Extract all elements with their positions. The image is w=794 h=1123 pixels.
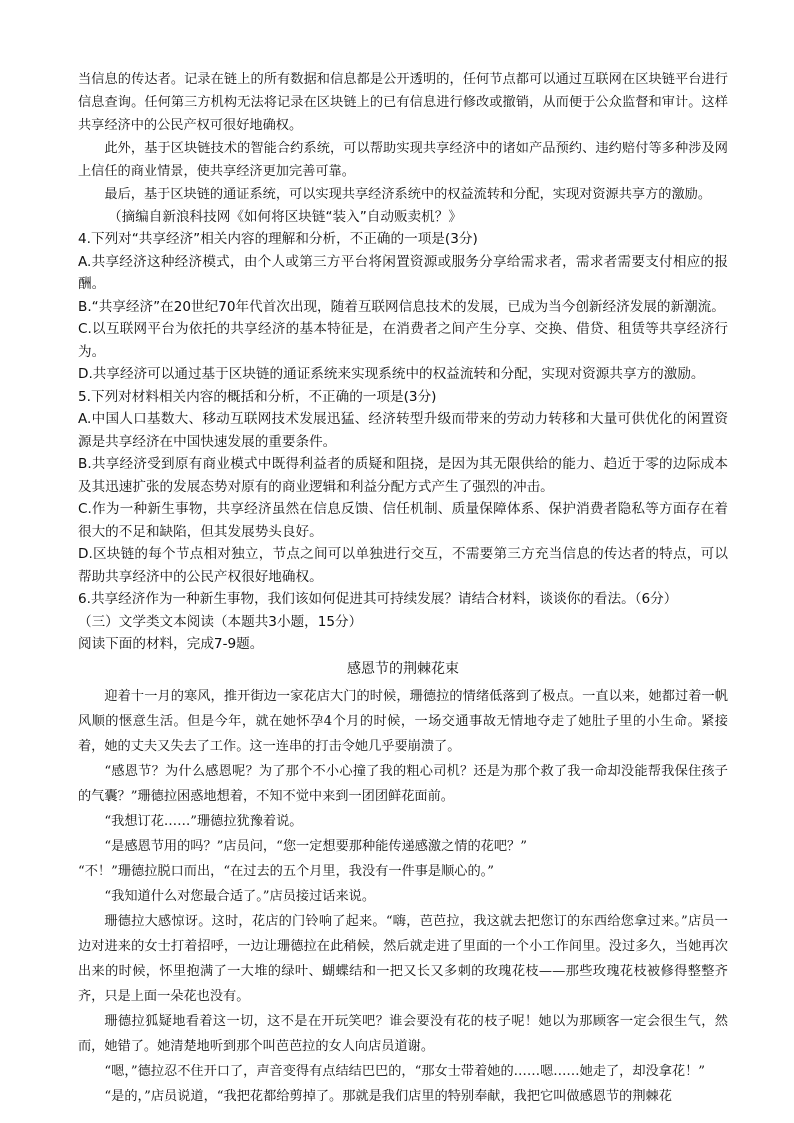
question-6-stem: 6.共享经济作为一种新生事物，我们该如何促进其可持续发展？请结合材料，谈谈你的看法。（6分） (78, 591, 678, 607)
question-5-option-b: B.共享经济受到原有商业模式中既得利益者的质疑和阻挠，是因为其无限供给的能力、趋近于零的边际成本及其迅速扩张的发展态势对原有的商业逻辑和利益分配方式产生了强烈的冲击。 (78, 456, 728, 495)
story-paragraph: “感恩节？为什么感恩呢？为了那个不小心撞了我的粗心司机？还是为那个救了我一命却没能帮我保住孩子的气囊？”珊德拉困惑地想着，不知不觉中来到一团团鲜花面前。 (78, 763, 728, 804)
story-paragraph: “我想订花……”珊德拉犹豫着说。 (104, 813, 303, 829)
question-5-stem: 5.下列对材料相关内容的概括和分析，不正确的一项是(3分) (78, 388, 437, 405)
section-heading: （三）文学类文本阅读（本题共3小题，15分） (78, 613, 363, 630)
question-5-option-c: C.作为一种新生事物，共享经济虽然在信息反馈、信任机制、质量保障体系、保护消费者隐私等方面存在着很大的不足和缺陷，但其发展势头良好。 (78, 501, 728, 540)
question-5-option-d: D.区块链的每个节点相对独立，节点之间可以单独进行交互，不需要第三方充当信息的传达者的特点，可以帮助共享经济中的公民产权很好地确权。 (78, 546, 728, 585)
passage-paragraph: 最后，基于区块链的通证系统，可以实现共享经济系统中的权益流转和分配，实现对资源共享方的激励。 (104, 187, 712, 202)
question-4-option-a: A.共享经济这种经济模式，由个人或第三方平台将闲置资源或服务分享给需求者，需求者需要支付相应的报酬。 (78, 253, 728, 292)
question-4-option-c: C.以互联网平台为依托的共享经济的基本特征是，在消费者之间产生分享、交换、借贷、租赁等共享经济行为。 (78, 321, 728, 360)
story-paragraph: “嗯，”德拉忍不住开口了，声音变得有点结结巴巴的，“那女士带着她的……嗯……她走了，却没拿花！” (104, 1063, 706, 1079)
story-paragraph: 迎着十一月的寒风，推开街边一家花店大门的时候，珊德拉的情绪低落到了极点。一直以来，她都过着一帆风顺的惬意生活。但是今年，就在她怀孕4个月的时候，一场交通事故无情地夺走了她肚子里的小生命。紧接着，她的丈夫又失去了工作。这一连串的打击令她几乎要崩溃了。 (78, 688, 728, 754)
section-instruction: 阅读下面的材料，完成7-9题。 (78, 636, 264, 652)
story-paragraph: “不！”珊德拉脱口而出，“在过去的五个月里，我没有一件事是顺心的。” (78, 863, 494, 879)
question-4-option-d: D.共享经济可以通过基于区块链的通证系统来实现系统中的权益流转和分配，实现对资源共享方的激励。 (78, 366, 705, 382)
story-paragraph: “是的，”店员说道，“我把花都给剪掉了。那就是我们店里的特别奉献，我把它叫做感恩节的荆棘花 (104, 1088, 672, 1104)
document-page (78, 68, 728, 1109)
story-title: 感恩节的荆棘花束 (347, 660, 459, 677)
passage-paragraph: 此外，基于区块链技术的智能合约系统，可以帮助实现共享经济中的诸如产品预约、违约赔付等多种涉及网上信任的商业情景，使共享经济更加完善可靠。 (78, 141, 728, 179)
question-5-option-a: A.中国人口基数大、移动互联网技术发展迅猛、经济转型升级而带来的劳动力转移和大量可供优化的闲置资源是共享经济在中国快速发展的重要条件。 (78, 411, 728, 450)
question-4-stem: 4.下列对“共享经济”相关内容的理解和分析，不正确的一项是(3分) (78, 231, 478, 247)
question-4-option-b: B.“共享经济”在20世纪70年代首次出现，随着互联网信息技术的发展，已成为当今创新经济发展的新潮流。 (78, 298, 725, 315)
story-paragraph: 珊德拉大感惊讶。这时，花店的门铃响了起来。“嗨，芭芭拉，我这就去把您订的东西给您拿过来。”店员一边对进来的女士打着招呼，一边让珊德拉在此稍候，然后就走进了里面的一个小工作间里。没过多久，当她再次出来的时候，怀里抱满了一大堆的绿叶、蝴蝶结和一把又长又多刺的玫瑰花枝——那些玫瑰花枝被修得整整齐齐，只是上面一朵花也没有。 (78, 913, 728, 1004)
passage-source: （摘编自新浪科技网《如何将区块链“装入”自动贩卖机？》 (108, 209, 462, 225)
story-paragraph: “是感恩节用的吗？”店员问，“您一定想要那种能传递感激之情的花吧？” (104, 838, 527, 854)
story-paragraph: 珊德拉狐疑地看着这一切，这不是在开玩笑吧？谁会要没有花的枝子呢！她以为那顾客一定会很生气，然而，她错了。她清楚地听到那个叫芭芭拉的女人向店员道谢。 (78, 1013, 728, 1054)
story-paragraph: “我知道什么对您最合适了。”店员接过话来说。 (104, 888, 376, 904)
passage-paragraph: 当信息的传达者。记录在链上的所有数据和信息都是公开透明的，任何节点都可以通过互联网在区块链平台进行信息查询。任何第三方机构无法将记录在区块链上的已有信息进行修改或撤销，从而便于公众监督和审计。这样共享经济中的公民产权可很好地确权。 (78, 72, 728, 133)
